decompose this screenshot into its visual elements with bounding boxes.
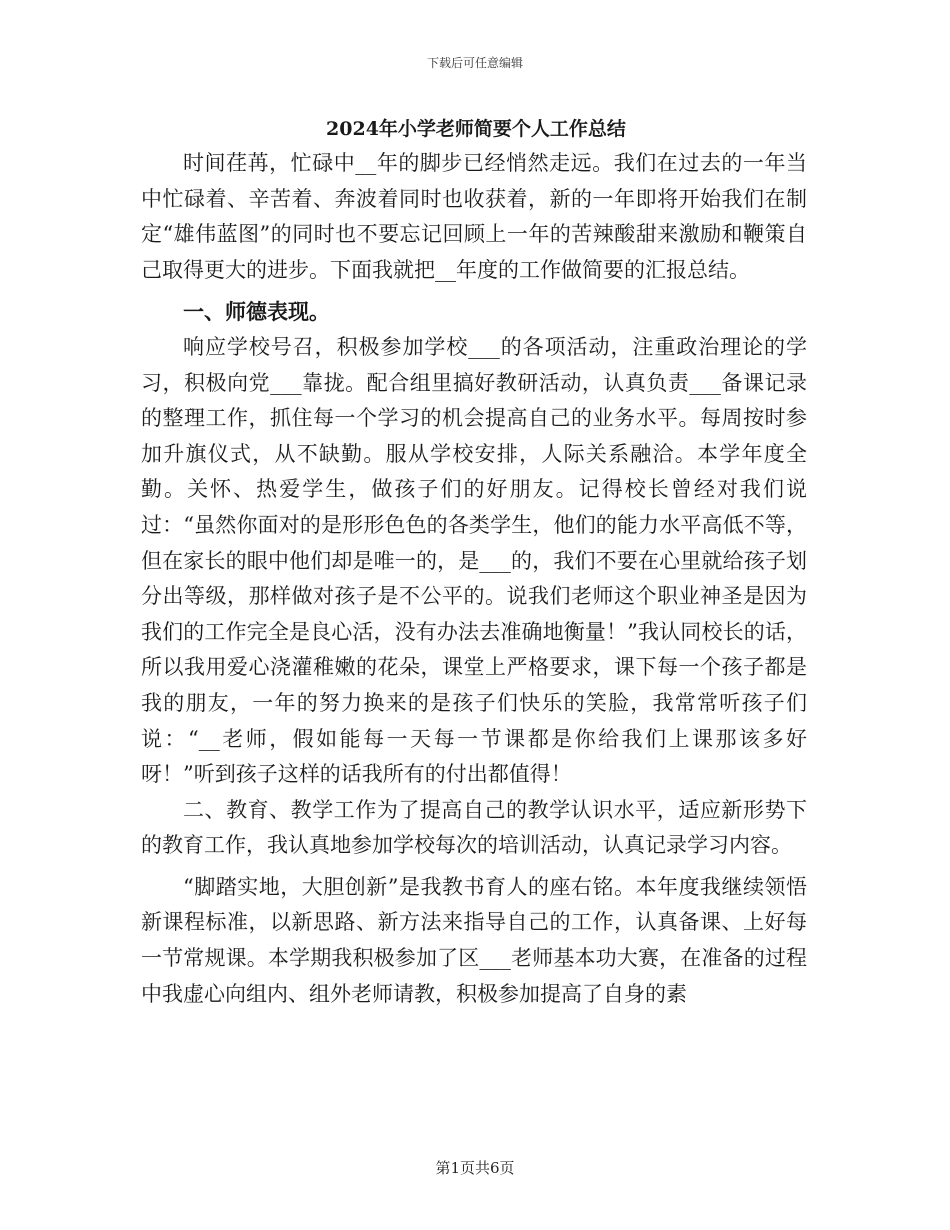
paragraph-teaching: 二、教育、教学工作为了提高自己的教学认识水平，适应新形势下的教育工作，我认真地参加学校每次的培训活动，认真记录学习内容。 — [141, 797, 807, 858]
paragraph-ethics: 响应学校号召，积极参加学校___的各项活动，注重政治理论的学习，积极向党___靠拢。配合组里搞好教研活动，认真负责___备课记录的整理工作，抓住每一个学习的机会提高自己的业务水平。每周按时参加升旗仪式，从不缺勤。服从学校安排，人际关系融洽。本学年度全勤。关怀、热爱学生，做孩子们的好朋友。记得校长曾经对我们说过：“虽然你面对的是形形色色的各类学生，他们的能力水平高低不等，但在家长的眼中他们却是唯一的，是___的，我们不要在心里就给孩子划分出等级，那样做对孩子是不公平的。说我们老师这个职业神圣是因为我们的工作完全是良心活，没有办法去准确地衡量！”我认同校长的话，所以我用爱心浇灌稚嫩的花朵，课堂上严格要求，课下每一个孩子都是我的朋友，一年的努力换来的是孩子们快乐的笑脸，我常常听孩子们说：“__老师，假如能每一天每一节课都是你给我们上课那该多好呀！”听到孩子这样的话我所有的付出都值得！ — [141, 334, 807, 787]
document-body — [141, 112, 807, 1012]
page-header-note: 下载后可任意编辑 — [426, 56, 523, 70]
paragraph-intro: 时间荏苒，忙碌中__年的脚步已经悄然走远。我们在过去的一年当中忙碌着、辛苦着、奔波着同时也收获着，新的一年即将开始我们在制定“雄伟蓝图”的同时也不要忘记回顾上一年的苦辣酸甜来激励和鞭策自己取得更大的进步。下面我就把__年度的工作做简要的汇报总结。 — [141, 151, 807, 282]
paragraph-motto: “脚踏实地，大胆创新”是我教书育人的座右铭。本年度我继续领悟新课程标准，以新思路、新方法来指导自己的工作，认真备课、上好每一节常规课。本学期我积极参加了区___老师基本功大赛，在准备的过程中我虚心向组内、组外老师请教，积极参加提高了自身的素 — [141, 874, 807, 1006]
document-title: 2024年小学老师简要个人工作总结 — [326, 118, 626, 140]
section-heading-ethics: 一、师德表现。 — [183, 299, 330, 325]
page-number: 第1页共6页 — [435, 1159, 515, 1177]
